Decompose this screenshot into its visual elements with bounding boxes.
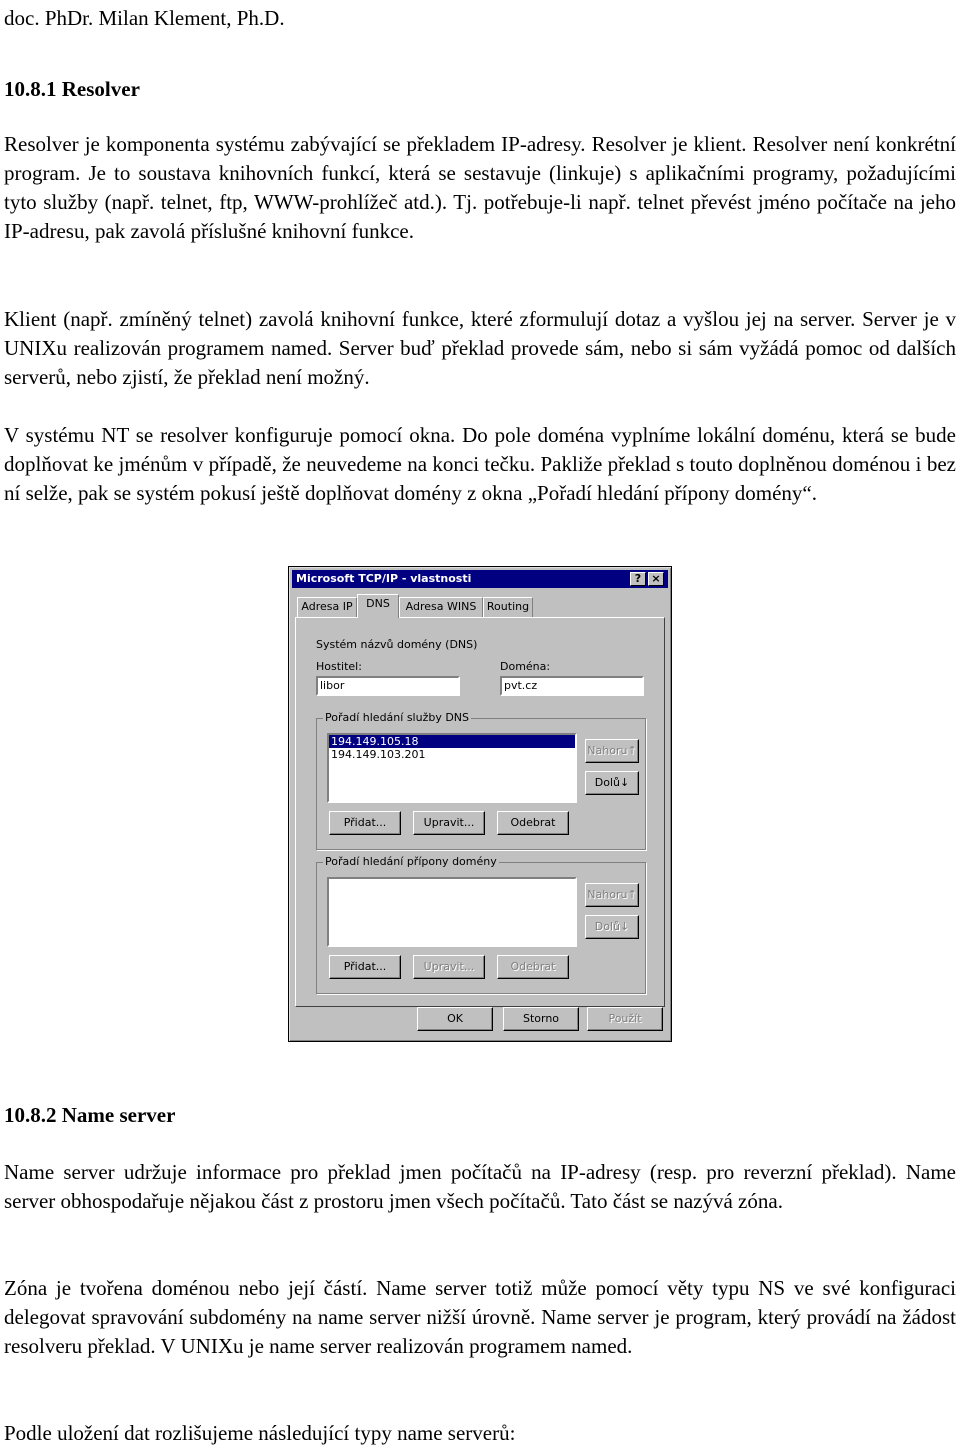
cancel-button[interactable]: Storno	[503, 1007, 579, 1031]
dialog-title: Microsoft TCP/IP - vlastnosti	[296, 572, 472, 585]
suffix-add-button[interactable]: Přidat...	[329, 955, 401, 979]
apply-button[interactable]: Použít	[587, 1007, 663, 1031]
paragraph-resolver-intro: Resolver je komponenta systému zabývající se překladem IP-adresy. Resolver je klient. Resolver není konkrétní program. Je to soustava knihovních funkcí, která se sestavuje (linkuje) s aplikačními programy, požadujícími tyto služby (např. telnet, ftp, WWW-prohlížeč atd.). Tj. potřebuje-li např. telnet převést jméno počítače na jeho IP-adresu, pak zavolá příslušné knihovní funkce.	[4, 132, 956, 243]
dns-tab-panel	[295, 617, 665, 1007]
tab-adresa-wins[interactable]: Adresa WINS	[399, 597, 483, 617]
suffix-order-group	[316, 855, 646, 994]
paragraph-name-server: Name server udržuje informace pro překlad jmen počítačů na IP-adresy (resp. pro reverzní překlad). Name server obhospodařuje nějakou část z prostoru jmen všech počítačů. Tato část se nazývá zóna.	[4, 1160, 956, 1213]
suffix-up-button[interactable]: Nahoru↑	[585, 883, 639, 907]
domain-label: Doména:	[500, 660, 551, 673]
suffix-list[interactable]	[327, 877, 577, 947]
tab-routing[interactable]: Routing	[483, 597, 533, 617]
domain-input[interactable]: pvt.cz	[500, 676, 644, 696]
paragraph-types: Podle uložení dat rozlišujeme následující typy name serverů:	[4, 1421, 516, 1445]
dns-down-button[interactable]: Dolů↓	[585, 771, 639, 795]
paragraph-client: Klient (např. zmíněný telnet) zavolá knihovní funkce, které zformulují dotaz a vyšlou jej na server. Server je v UNIXu realizován programem named. Server buď překlad provede sám, nebo si sám vyžádá pomoc od dalších serverů, nebo zjistí, že překlad není možný.	[4, 307, 956, 389]
tcpip-properties-dialog	[288, 566, 672, 1042]
help-icon[interactable]: ?	[630, 572, 646, 586]
paragraph-zone: Zóna je tvořena doménou nebo její částí. Name server totiž může pomocí věty typu NS ve své konfiguraci delegovat spravování subdomény na name server nižší úrovně. Name server je program, který provádí na žádost resolveru překlad. V UNIXu je name server realizován programem named.	[4, 1276, 956, 1358]
section-title-name-server: 10.8.2 Name server	[4, 1103, 176, 1127]
close-icon[interactable]: ×	[648, 572, 664, 586]
tab-dns[interactable]: DNS	[357, 594, 399, 618]
suffix-edit-button[interactable]: Upravit...	[413, 955, 485, 979]
dns-server-list[interactable]	[327, 733, 577, 803]
list-item[interactable]: 194.149.105.18	[329, 735, 575, 748]
dns-order-label: Pořadí hledání služby DNS	[325, 711, 470, 724]
host-label: Hostitel:	[316, 660, 362, 673]
dns-name-system-label: Systém názvů domény (DNS)	[316, 638, 478, 651]
tab-adresa-ip[interactable]: Adresa IP	[297, 597, 357, 617]
dns-edit-button[interactable]: Upravit...	[413, 811, 485, 835]
suffix-down-button[interactable]: Dolů↓	[585, 915, 639, 939]
list-item[interactable]: 194.149.103.201	[331, 748, 426, 761]
dns-order-group	[316, 711, 646, 850]
page-header: doc. PhDr. Milan Klement, Ph.D.	[4, 6, 285, 30]
suffix-order-label: Pořadí hledání přípony domény	[325, 855, 497, 868]
ok-button[interactable]: OK	[417, 1007, 493, 1031]
host-input[interactable]: libor	[316, 676, 460, 696]
dns-remove-button[interactable]: Odebrat	[497, 811, 569, 835]
paragraph-nt-config: V systému NT se resolver konfiguruje pomocí okna. Do pole doména vyplníme lokální doménu, která se bude doplňovat ke jménům v případě, že neuvedeme na konci tečku. Pakliže překlad s touto doplněnou doménou i bez ní selže, pak se systém pokusí ještě doplňovat domény z okna „Pořadí hledání přípony domény“.	[4, 423, 956, 505]
dns-add-button[interactable]: Přidat...	[329, 811, 401, 835]
dialog-titlebar	[292, 570, 668, 588]
dns-up-button[interactable]: Nahoru↑	[585, 739, 639, 763]
section-title-resolver: 10.8.1 Resolver	[4, 77, 140, 101]
suffix-remove-button[interactable]: Odebrat	[497, 955, 569, 979]
